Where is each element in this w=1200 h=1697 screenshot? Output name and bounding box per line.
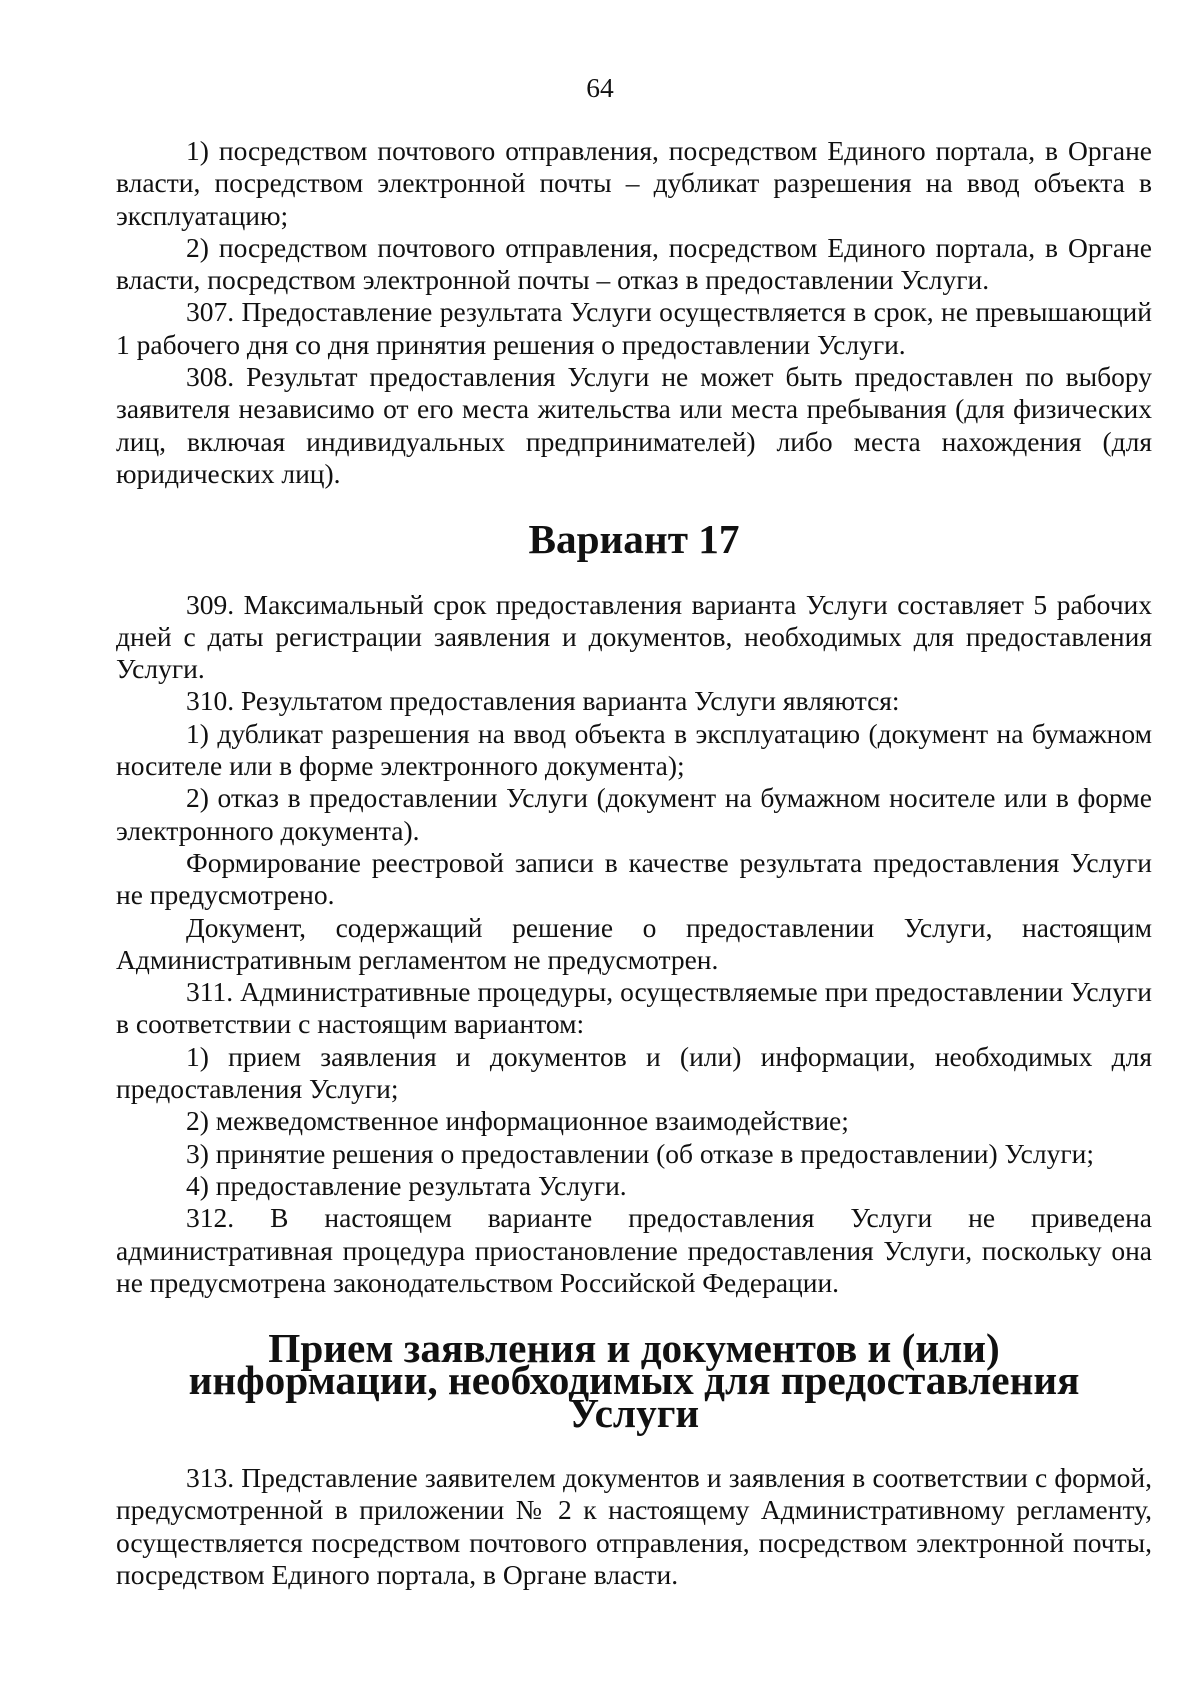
- list-item-1: 1) прием заявления и документов и (или) информации, необходимых для предоставления Услуги;: [116, 1040, 1152, 1105]
- paragraph-registry-record: Формирование реестровой записи в качестве результата предоставления Услуги не предусмотрено.: [116, 846, 1152, 911]
- clause-309: 309. Максимальный срок предоставления варианта Услуги составляет 5 рабочих дней с даты регистрации заявления и документов, необходимых для предоставления Услуги.: [116, 588, 1152, 685]
- list-item-2: 2) межведомственное информационное взаимодействие;: [186, 1105, 849, 1137]
- clause-313: 313. Представление заявителем документов и заявления в соответствии с формой, предусмотренной в приложении № 2 к настоящему Административному регламенту, осуществляется посредством почтового отправления, посредством электронной почты, посредством Единого портала, в Органе власти.: [116, 1461, 1152, 1590]
- page-number: 64: [586, 72, 614, 103]
- clause-307: 307. Предоставление результата Услуги осуществляется в срок, не превышающий 1 рабочего дня со дня принятия решения о предоставлении Услуги.: [116, 296, 1152, 360]
- variant-heading: Вариант 17: [528, 516, 740, 563]
- list-item-2: 2) посредством почтового отправления, посредством Единого портала, в Органе власти, посредством электронной почты – отказ в предоставлении Услуги.: [116, 231, 1152, 296]
- clause-311: 311. Административные процедуры, осуществляемые при предоставлении Услуги в соответствии с настоящим вариантом:: [116, 976, 1152, 1040]
- section-heading: Прием заявления и документов и (или) информации, необходимых для предоставления Услуги: [188, 1325, 1080, 1436]
- paragraph-decision-document: Документ, содержащий решение о предоставлении Услуги, настоящим Административным регламентом не предусмотрен.: [116, 911, 1152, 975]
- list-item-3: 3) принятие решения о предоставлении (об отказе в предоставлении) Услуги;: [186, 1137, 1094, 1169]
- list-item-4: 4) предоставление результата Услуги.: [186, 1169, 627, 1201]
- page-content: [116, 135, 1152, 1591]
- list-item-2: 2) отказ в предоставлении Услуги (документ на бумажном носителе или в форме электронного документа).: [116, 782, 1152, 846]
- clause-310: 310. Результатом предоставления варианта Услуги являются:: [186, 685, 900, 717]
- clause-308: 308. Результат предоставления Услуги не может быть предоставлен по выбору заявителя независимо от его места жительства или места пребывания (для физических лиц, включая индивидуальных предпринимателей) либо места нахождения (для юридических лиц).: [116, 361, 1152, 489]
- clause-312: 312. В настоящем варианте предоставления Услуги не приведена административная процедура приостановление предоставления Услуги, поскольку она не предусмотрена законодательством Российской Федерации.: [116, 1202, 1152, 1298]
- list-item-1: 1) дубликат разрешения на ввод объекта в эксплуатацию (документ на бумажном носителе или в форме электронного документа);: [116, 717, 1152, 782]
- list-item-1: 1) посредством почтового отправления, посредством Единого портала, в Органе власти, посредством электронной почты – дубликат разрешения на ввод объекта в эксплуатацию;: [116, 135, 1152, 231]
